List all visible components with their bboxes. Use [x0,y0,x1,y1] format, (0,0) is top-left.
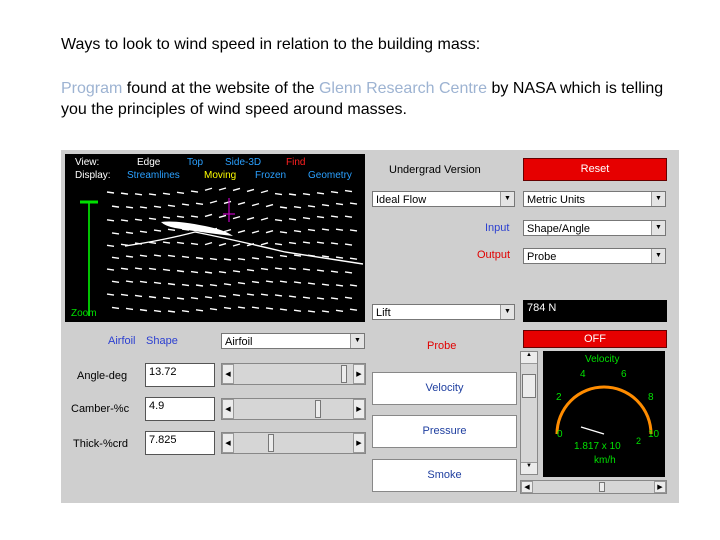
streamline-dash [182,204,189,205]
streamline-dash [224,308,231,309]
streamline-dash [303,194,310,195]
streamline-dash [294,207,301,208]
gauge-exponent: 2 [636,436,642,446]
streamline-dash [121,193,128,194]
arrow-up-icon: ▲ [521,352,537,364]
streamline-dash [331,192,338,193]
streamline-dash [336,257,343,258]
streamline-dash [135,295,142,296]
streamline-dash [303,297,310,298]
streamline-dash [308,230,315,231]
output-label: Output [477,249,511,261]
streamline-dash [322,205,329,206]
streamline-dash [317,242,324,243]
gauge-tick-6: 6 [621,369,627,380]
streamline-dash [205,214,212,216]
streamline-dash [126,207,133,208]
streamline-dash [252,258,259,259]
streamline-dash [261,243,268,245]
streamline-dash [224,230,231,232]
pressure-button[interactable]: Pressure [372,415,517,448]
streamline-dash [294,282,301,283]
streamline-dash [261,218,268,220]
arrow-right-icon: ▶ [353,364,365,384]
streamline-dash [350,285,357,286]
streamline-dash [168,311,175,312]
streamline-dash [210,285,217,286]
streamline-dash [224,284,231,285]
view-edge[interactable]: Edge [137,157,161,168]
streamline-dash [294,255,301,256]
streamline-dash [266,205,273,207]
probe-horizontal-slider[interactable] [520,480,667,494]
streamline-dash [336,229,343,230]
velocity-gauge [543,351,665,477]
intro-paragraph [61,78,681,120]
display-label: Display: [75,170,111,181]
arrow-left-icon: ◀ [222,433,234,453]
gauge-tick-10: 10 [648,429,660,440]
streamline-dash [322,284,329,285]
streamline-dash [252,231,259,233]
streamline-dash [345,244,352,245]
chevron-down-icon: ▼ [651,249,665,263]
streamline-dash [322,229,329,230]
chevron-down-icon: ▼ [500,305,514,319]
streamline-dash [121,294,128,295]
arrow-left-icon: ◀ [521,481,533,493]
velocity-button[interactable]: Velocity [372,372,517,405]
streamline-dash [177,298,184,299]
intro-text-2: by NASA which is telling you the principles of wind speed around masses. [61,80,664,118]
streamline-dash [275,295,282,296]
streamline-dash [336,310,343,311]
lift-select[interactable]: Lift ▼ [372,304,515,320]
slider-thumb[interactable] [268,434,274,452]
streamline-dash [252,282,259,283]
display-frozen[interactable]: Frozen [255,170,287,181]
streamline-dash [261,191,268,193]
streamline-dash [168,229,175,230]
view-label: View: [75,157,100,168]
airfoil-shape [161,222,233,237]
display-geometry[interactable]: Geometry [308,170,352,181]
streamline-dash [126,232,133,233]
streamline-dash [275,220,282,221]
streamline-dash [280,309,287,310]
version-label: Undergrad Version [389,164,481,176]
streamline-dash [308,206,315,207]
streamline-dash [266,308,273,309]
streamline-dash [112,233,119,234]
streamline-dash [177,242,184,243]
streamline-dash [191,272,198,273]
streamline-dash [345,216,352,217]
streamline-dash [303,218,310,219]
gauge-readout: 1.817 x 10 [574,441,621,452]
tab-shape[interactable]: Shape [146,335,178,347]
streamline-dash [107,220,114,221]
streamline-dash [135,219,142,220]
tab-airfoil[interactable]: Airfoil [108,335,136,347]
foilsim-applet [61,150,679,503]
streamline-dash [163,242,170,243]
streamline-dash [247,218,254,220]
streamline-dash [275,194,282,195]
streamline-dash [196,310,203,311]
streamline-dash [219,272,226,273]
streamline-dash [182,311,189,312]
streamline-dash [317,298,324,299]
streamline-dash [154,255,161,256]
streamline-dash [182,256,189,257]
gauge-unit: km/h [594,455,616,466]
streamline-dash [345,297,352,298]
angle-slider[interactable] [221,363,366,385]
streamline-dash [289,194,296,195]
streamline-dash [149,268,156,269]
chevron-down-icon: ▼ [651,192,665,206]
streamline-dash [247,294,254,295]
streamline-dash [140,310,147,311]
streamline-dash [163,193,170,194]
flow-visualization[interactable] [65,154,365,322]
streamline-dash [196,203,203,204]
streamline-dash [149,297,156,298]
streamline-dash [317,217,324,218]
streamline-dash [303,242,310,243]
streamline-dash [177,216,184,217]
streamline-dash [154,311,161,312]
streamline-dash [135,194,142,195]
streamline-dash [107,294,114,295]
gauge-tick-2: 2 [556,392,562,403]
chevron-down-icon: ▼ [651,221,665,235]
streamline-dash [294,310,301,311]
streamline-dash [154,206,161,207]
output-select[interactable]: Probe ▼ [523,248,666,264]
arrow-left-icon: ◀ [222,364,234,384]
arrow-right-icon: ▶ [353,399,365,419]
slider-thumb [599,482,605,492]
streamline-dash [233,271,240,272]
streamline-dash [224,259,231,260]
streamline-dash [107,245,114,246]
streamline-dash [266,281,273,282]
streamline-dash [163,298,170,299]
streamline-dash [219,244,226,246]
streamline-dash [219,188,226,190]
streamline-dash [336,285,343,286]
streamline-dash [196,285,203,286]
streamline-dash [350,203,357,204]
streamline-dash [168,255,175,256]
streamline-dash [224,201,231,203]
shape-select[interactable]: Airfoil ▼ [221,333,365,349]
slider-thumb[interactable] [315,400,321,418]
streamline-dash [149,194,156,195]
view-top[interactable]: Top [187,157,204,168]
streamline-dash [168,205,175,206]
display-streamlines[interactable]: Streamlines [127,170,180,181]
streamline-dash [112,281,119,282]
streamline-dash [308,283,315,284]
gauge-needle [581,427,604,434]
streamline-dash [289,296,296,297]
streamline-dash [177,192,184,193]
streamline-dash [210,259,217,260]
gauge-title: Velocity [585,354,620,365]
streamline-dash [140,281,147,282]
streamline-dash [252,204,259,206]
angle-label: Angle-deg [77,370,128,382]
page-heading: Ways to look to wind speed in relation to the building mass: [61,36,481,53]
streamline-dash [210,201,217,203]
probe-vertical-slider[interactable] [520,351,538,475]
streamline-dash [280,256,287,257]
program-link[interactable]: Program [61,80,123,97]
streamline-dash [191,243,198,244]
streamline-dash [149,218,156,219]
intro-text-1: found at the website of the [122,80,319,97]
streamline-dash [238,283,245,284]
streamline-dash [238,259,245,260]
arrow-right-icon: ▶ [353,433,365,453]
input-select[interactable]: Shape/Angle ▼ [523,220,666,236]
smoke-button[interactable]: Smoke [372,459,517,492]
streamline-dash [280,232,287,233]
camber-input[interactable]: 4.9 [145,397,215,421]
streamline-dash [168,284,175,285]
slider-thumb [522,374,536,398]
streamline-dash [140,207,147,208]
streamline-dash [205,297,212,298]
streamline-dash [191,216,198,217]
gauge-tick-0: 0 [557,429,563,440]
display-moving[interactable]: Moving [204,170,237,181]
streamline-dash [350,258,357,259]
view-find[interactable]: Find [286,157,306,168]
streamline-dash [107,192,114,193]
streamline-dash [331,243,338,244]
streamline-dash [280,281,287,282]
streamline-dash [191,298,198,299]
streamline-dash [205,243,212,245]
streamline-dash [140,255,147,256]
streamline-dash [345,191,352,192]
probe-label: Probe [427,340,457,352]
streamline-dash [289,243,296,244]
streamline-dash [233,188,240,190]
streamline-dash [238,231,245,233]
glenn-research-link[interactable]: Glenn Research Centre [318,80,488,97]
streamline-dash [289,268,296,269]
streamline-dash [107,269,114,270]
streamline-dash [261,269,268,270]
gauge-tick-4: 4 [580,369,586,380]
chevron-down-icon: ▼ [500,192,514,206]
streamline-dash [266,257,273,258]
streamline-dash [196,258,203,259]
streamline-dash [238,202,245,204]
arrow-down-icon: ▼ [521,462,537,474]
streamline-dash [177,271,184,272]
streamline-dash [280,207,287,208]
streamline-dash [121,268,128,269]
streamline-dash [331,298,338,299]
streamline-dash [275,244,282,245]
thickness-label: Thick-%crd [73,438,129,450]
streamline-dash [308,311,315,312]
streamline-dash [266,231,273,233]
streamline-dash [336,204,343,205]
streamline-dash [233,217,240,219]
streamline-dash [219,215,226,217]
thickness-input[interactable]: 7.825 [145,431,215,455]
streamline-dash [322,256,329,257]
streamline-dash [331,216,338,217]
slider-thumb[interactable] [341,365,347,383]
view-side3d[interactable]: Side-3D [225,157,262,168]
streamline-dash [331,271,338,272]
streamline-dash [205,188,212,190]
streamline-dash [233,244,240,246]
streamline-dash [126,256,133,257]
lift-value: 784 N [523,300,667,322]
streamline-dash [322,311,329,312]
streamline-dash [112,307,119,308]
streamline-dash [154,230,161,231]
flow-type-select[interactable]: Ideal Flow ▼ [372,191,515,207]
input-label: Input [485,222,510,234]
streamline-dash [163,217,170,218]
camber-slider[interactable] [221,398,366,420]
arrow-left-icon: ◀ [222,399,234,419]
thickness-slider[interactable] [221,432,366,454]
streamline-dash [126,308,133,309]
streamline-dash [121,220,128,221]
zoom-label: Zoom [71,308,97,319]
arrow-right-icon: ▶ [654,481,666,493]
gauge-tick-8: 8 [648,392,654,403]
streamline-dash [210,309,217,310]
streamline-dash [252,307,259,308]
chevron-down-icon: ▼ [350,334,364,348]
streamline-dash [350,230,357,231]
streamline-dash [294,231,301,232]
streamline-dash [317,193,324,194]
streamline-dash [135,268,142,269]
streamline-dash [182,285,189,286]
streamline-dash [154,282,161,283]
streamline-dash [233,295,240,296]
streamline-dash [247,270,254,271]
probe-off-button[interactable]: OFF [523,330,667,348]
streamline-dash [140,231,147,232]
streamline-dash [112,257,119,258]
streamline-dash [219,296,226,297]
streamline-dash [205,272,212,273]
angle-input[interactable]: 13.72 [145,363,215,387]
streamline-dash [289,219,296,220]
streamline-dash [191,191,198,192]
streamline-dash [163,269,170,270]
streamline-dash [350,309,357,310]
streamline-dash [303,269,310,270]
units-select[interactable]: Metric Units ▼ [523,191,666,207]
streamline-dash [261,294,268,295]
streamline-dash [317,270,324,271]
streamline-dash [345,272,352,273]
streamline-dash [126,281,133,282]
streamline-dash [238,307,245,308]
streamline-dash [275,268,282,269]
streamline-dash [247,189,254,191]
streamline-dash [112,206,119,207]
camber-label: Camber-%c [71,403,130,415]
reset-button[interactable]: Reset [523,158,667,181]
